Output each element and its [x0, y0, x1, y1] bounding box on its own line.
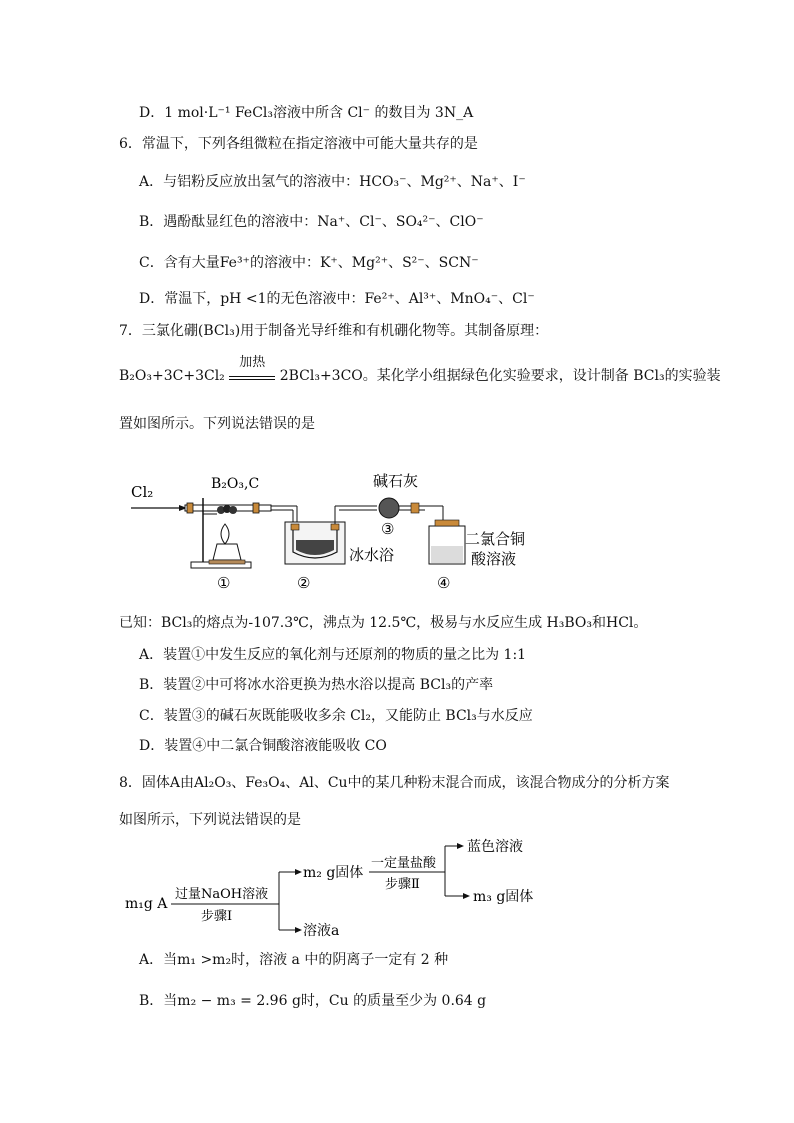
flow-step2-label: 步骤Ⅱ [385, 877, 420, 892]
cl2-label: Cl₂ [131, 483, 154, 501]
q7-known: 已知：BCl₃的熔点为-107.3℃，沸点为 12.5℃，极易与水反应生成 H₃BO₃和HCl。 [119, 615, 648, 631]
label-n1: ① [217, 574, 231, 592]
icebath-label: 冰水浴 [349, 546, 395, 564]
q8-option-b: B．当m₂ − m₃ = 2.96 g时，Cu 的质量至少为 0.64 g [139, 993, 487, 1009]
q8-option-a: A．当m₁ >m₂时，溶液 a 中的阴离子一定有 2 种 [139, 952, 449, 968]
q7-option-a: A．装置①中发生反应的氧化剂与还原剂的物质的量之比为 1:1 [139, 647, 527, 663]
q8-stem: 8．固体A由Al₂O₃、Fe₃O₄、Al、Cu中的某几种粉末混合而成，该混合物成分的分析方案 [119, 775, 670, 791]
flow-step1-label: 步骤Ⅰ [201, 909, 233, 924]
flow-step2-reagent: 一定量盐酸 [371, 856, 437, 871]
flow-solid2: m₂ g固体 [303, 865, 364, 881]
q7-stem-cont2: 置如图所示。下列说法错误的是 [119, 416, 315, 432]
label-n3: ③ [381, 520, 395, 538]
q7-option-b: B．装置②中可将冰水浴更换为热水浴以提高 BCl₃的产率 [139, 677, 494, 693]
solution-label-2: 酸溶液 [471, 550, 517, 568]
q7-stem-cont: 。某化学小组据绿色化实验要求，设计制备 BCl₃的实验装 [362, 368, 721, 384]
flow-solid3: m₃ g固体 [473, 889, 534, 905]
q6-option-a: A．与铝粉反应放出氢气的溶液中：HCO₃⁻、Mg²⁺、Na⁺、I⁻ [139, 174, 526, 190]
q8-stem2: 如图所示，下列说法错误的是 [119, 812, 301, 828]
q7-option-d: D．装置④中二氯合铜酸溶液能吸收 CO [139, 738, 387, 754]
flow-chart [119, 834, 549, 940]
flow-step1-reagent: 过量NaOH溶液 [175, 887, 269, 902]
label-n2: ② [297, 574, 311, 592]
reactant-label: B₂O₃,C [211, 476, 260, 492]
sodalime-label: 碱石灰 [373, 472, 419, 490]
q7-option-c: C．装置③的碱石灰既能吸收多余 Cl₂，又能防止 BCl₃与水反应 [139, 708, 533, 724]
apparatus-figure [125, 468, 545, 596]
equation-condition: 加热 [239, 355, 266, 370]
flow-blue-solution: 蓝色溶液 [467, 839, 523, 855]
label-n4: ④ [437, 574, 451, 592]
equation-arrow [229, 355, 275, 380]
solution-label-1: 二氯合铜 [465, 530, 526, 548]
flow-solution-a: 溶液a [303, 923, 340, 939]
q5-option-d: D．1 mol·L⁻¹ FeCl₃溶液中所含 Cl⁻ 的数目为 3N_A [139, 105, 474, 121]
equation-right: 2BCl₃+3CO [279, 368, 363, 384]
q6-option-b: B．遇酚酞显红色的溶液中：Na⁺、Cl⁻、SO₄²⁻、ClO⁻ [139, 214, 484, 230]
q7-equation [119, 355, 721, 386]
flow-start: m₁g A [125, 896, 168, 912]
equation-left: B₂O₃+3C+3Cl₂ [119, 368, 225, 384]
q6-option-d: D．常温下，pH <1的无色溶液中：Fe²⁺、Al³⁺、MnO₄⁻、Cl⁻ [139, 291, 535, 307]
q6-option-c: C．含有大量Fe³⁺的溶液中：K⁺、Mg²⁺、S²⁻、SCN⁻ [139, 255, 479, 271]
q6-stem: 6．常温下，下列各组微粒在指定溶液中可能大量共存的是 [119, 136, 478, 152]
q7-stem: 7．三氯化硼(BCl₃)用于制备光导纤维和有机硼化物等。其制备原理： [119, 323, 549, 339]
